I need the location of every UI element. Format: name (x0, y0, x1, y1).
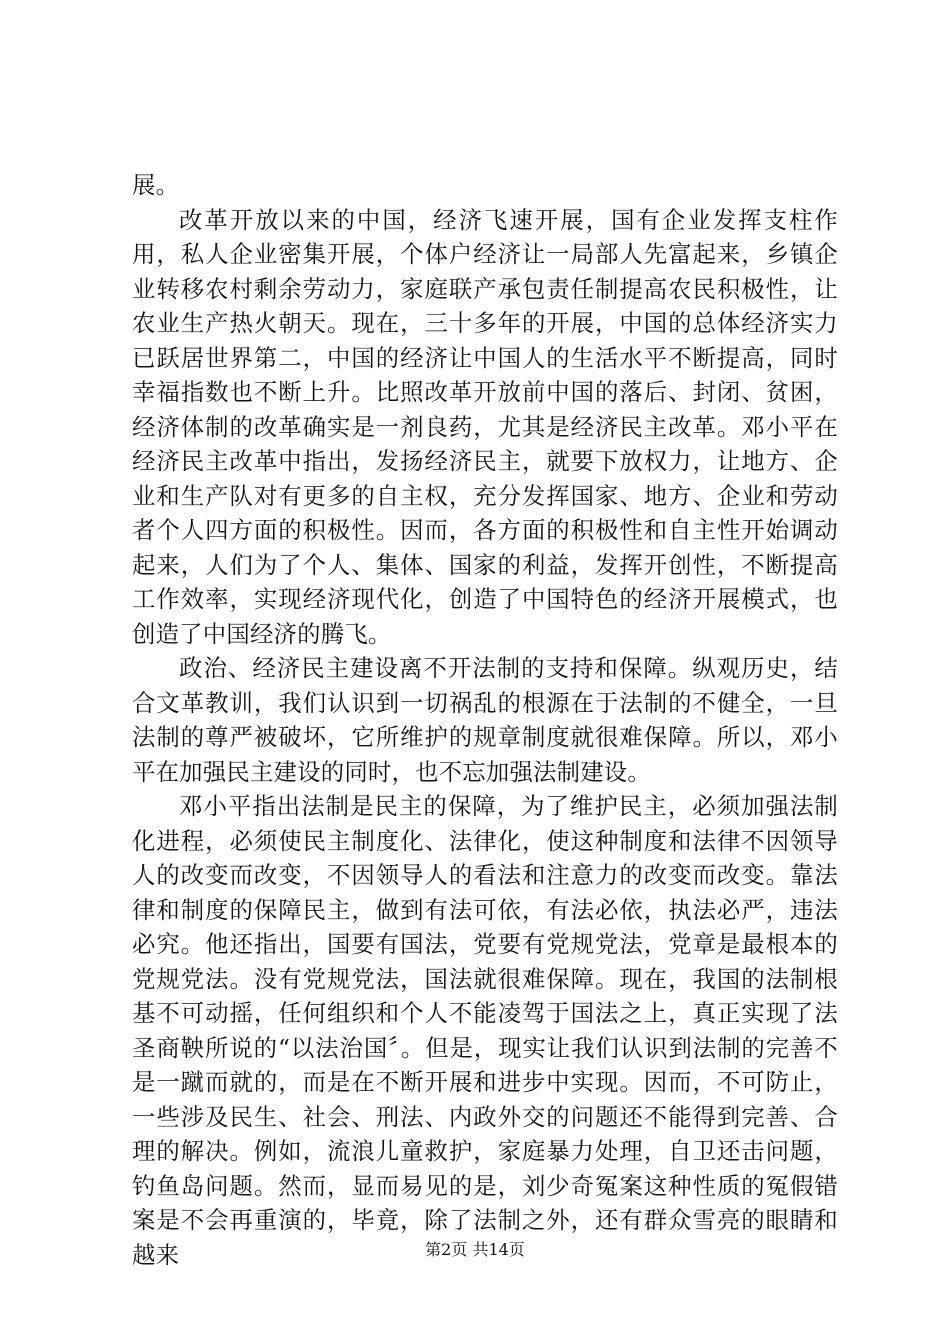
paragraph-economic-reform: 改革开放以来的中国，经济飞速开展，国有企业发挥支柱作用，私人企业密集开展，个体户经济让一局部人先富起来，乡镇企业转移农村剩余劳动力，家庭联产承包责任制提高农民积极性，让农业生产热火朝天。现在，三十多年的开展，中国的总体经济实力已跃居世界第二，中国的经济让中国人的生活水平不断提高，同时幸福指数也不断上升。比照改革开放前中国的落后、封闭、贫困，经济体制的改革确实是一剂良药，尤其是经济民主改革。邓小平在经济民主改革中指出，发扬经济民主，就要下放权力，让地方、企业和生产队对有更多的自主权，充分发挥国家、地方、企业和劳动者个人四方面的积极性。因而，各方面的积极性和自主性开始调动起来，人们为了个人、集体、国家的利益，发挥开创性，不断提高工作效率，实现经济现代化，创造了中国特色的经济开展模式，也创造了中国经济的腾飞。 (132, 205, 838, 648)
paragraph-legal-support: 政治、经济民主建设离不开法制的支持和保障。纵观历史，结合文革教训，我们认识到一切祸乱的根源在于法制的不健全，一旦法制的尊严被破坏，它所维护的规章制度就很难保障。所以，邓小平在加强民主建设的同时，也不忘加强法制建设。 (132, 654, 838, 786)
page-footer: 第2页 共14页 (425, 1240, 525, 1259)
paragraph-continuation: 展。 (132, 171, 180, 199)
document-body (132, 168, 838, 1272)
paragraph-legal-guarantee: 邓小平指出法制是民主的保障，为了维护民主，必须加强法制化进程，必须使民主制度化、法律化，使这种制度和法律不因领导人的改变而改变，不因领导人的看法和注意力的改变而改变。靠法律和制度的保障民主，做到有法可依，有法必依，执法必严，违法必究。他还指出，国要有国法，党要有党规党法，党章是最根本的党规党法。没有党规党法，国法就很难保障。现在，我国的法制根基不可动摇，任何组织和个人不能凌驾于国法之上，真正实现了法圣商鞅所说的“以法治国〞。但是，现实让我们认识到法制的完善不是一蹴而就的，而是在不断开展和进步中实现。因而，不可防止，一些涉及民生、社会、刑法、内政外交的问题还不能得到完善、合理的解决。例如，流浪儿童救护，家庭暴力处理，自卫还击问题，钓鱼岛问题。然而，显而易见的是，刘少奇冤案这种性质的冤假错案是不会再重演的，毕竟，除了法制之外，还有群众雪亮的眼睛和越来 (132, 792, 838, 1269)
